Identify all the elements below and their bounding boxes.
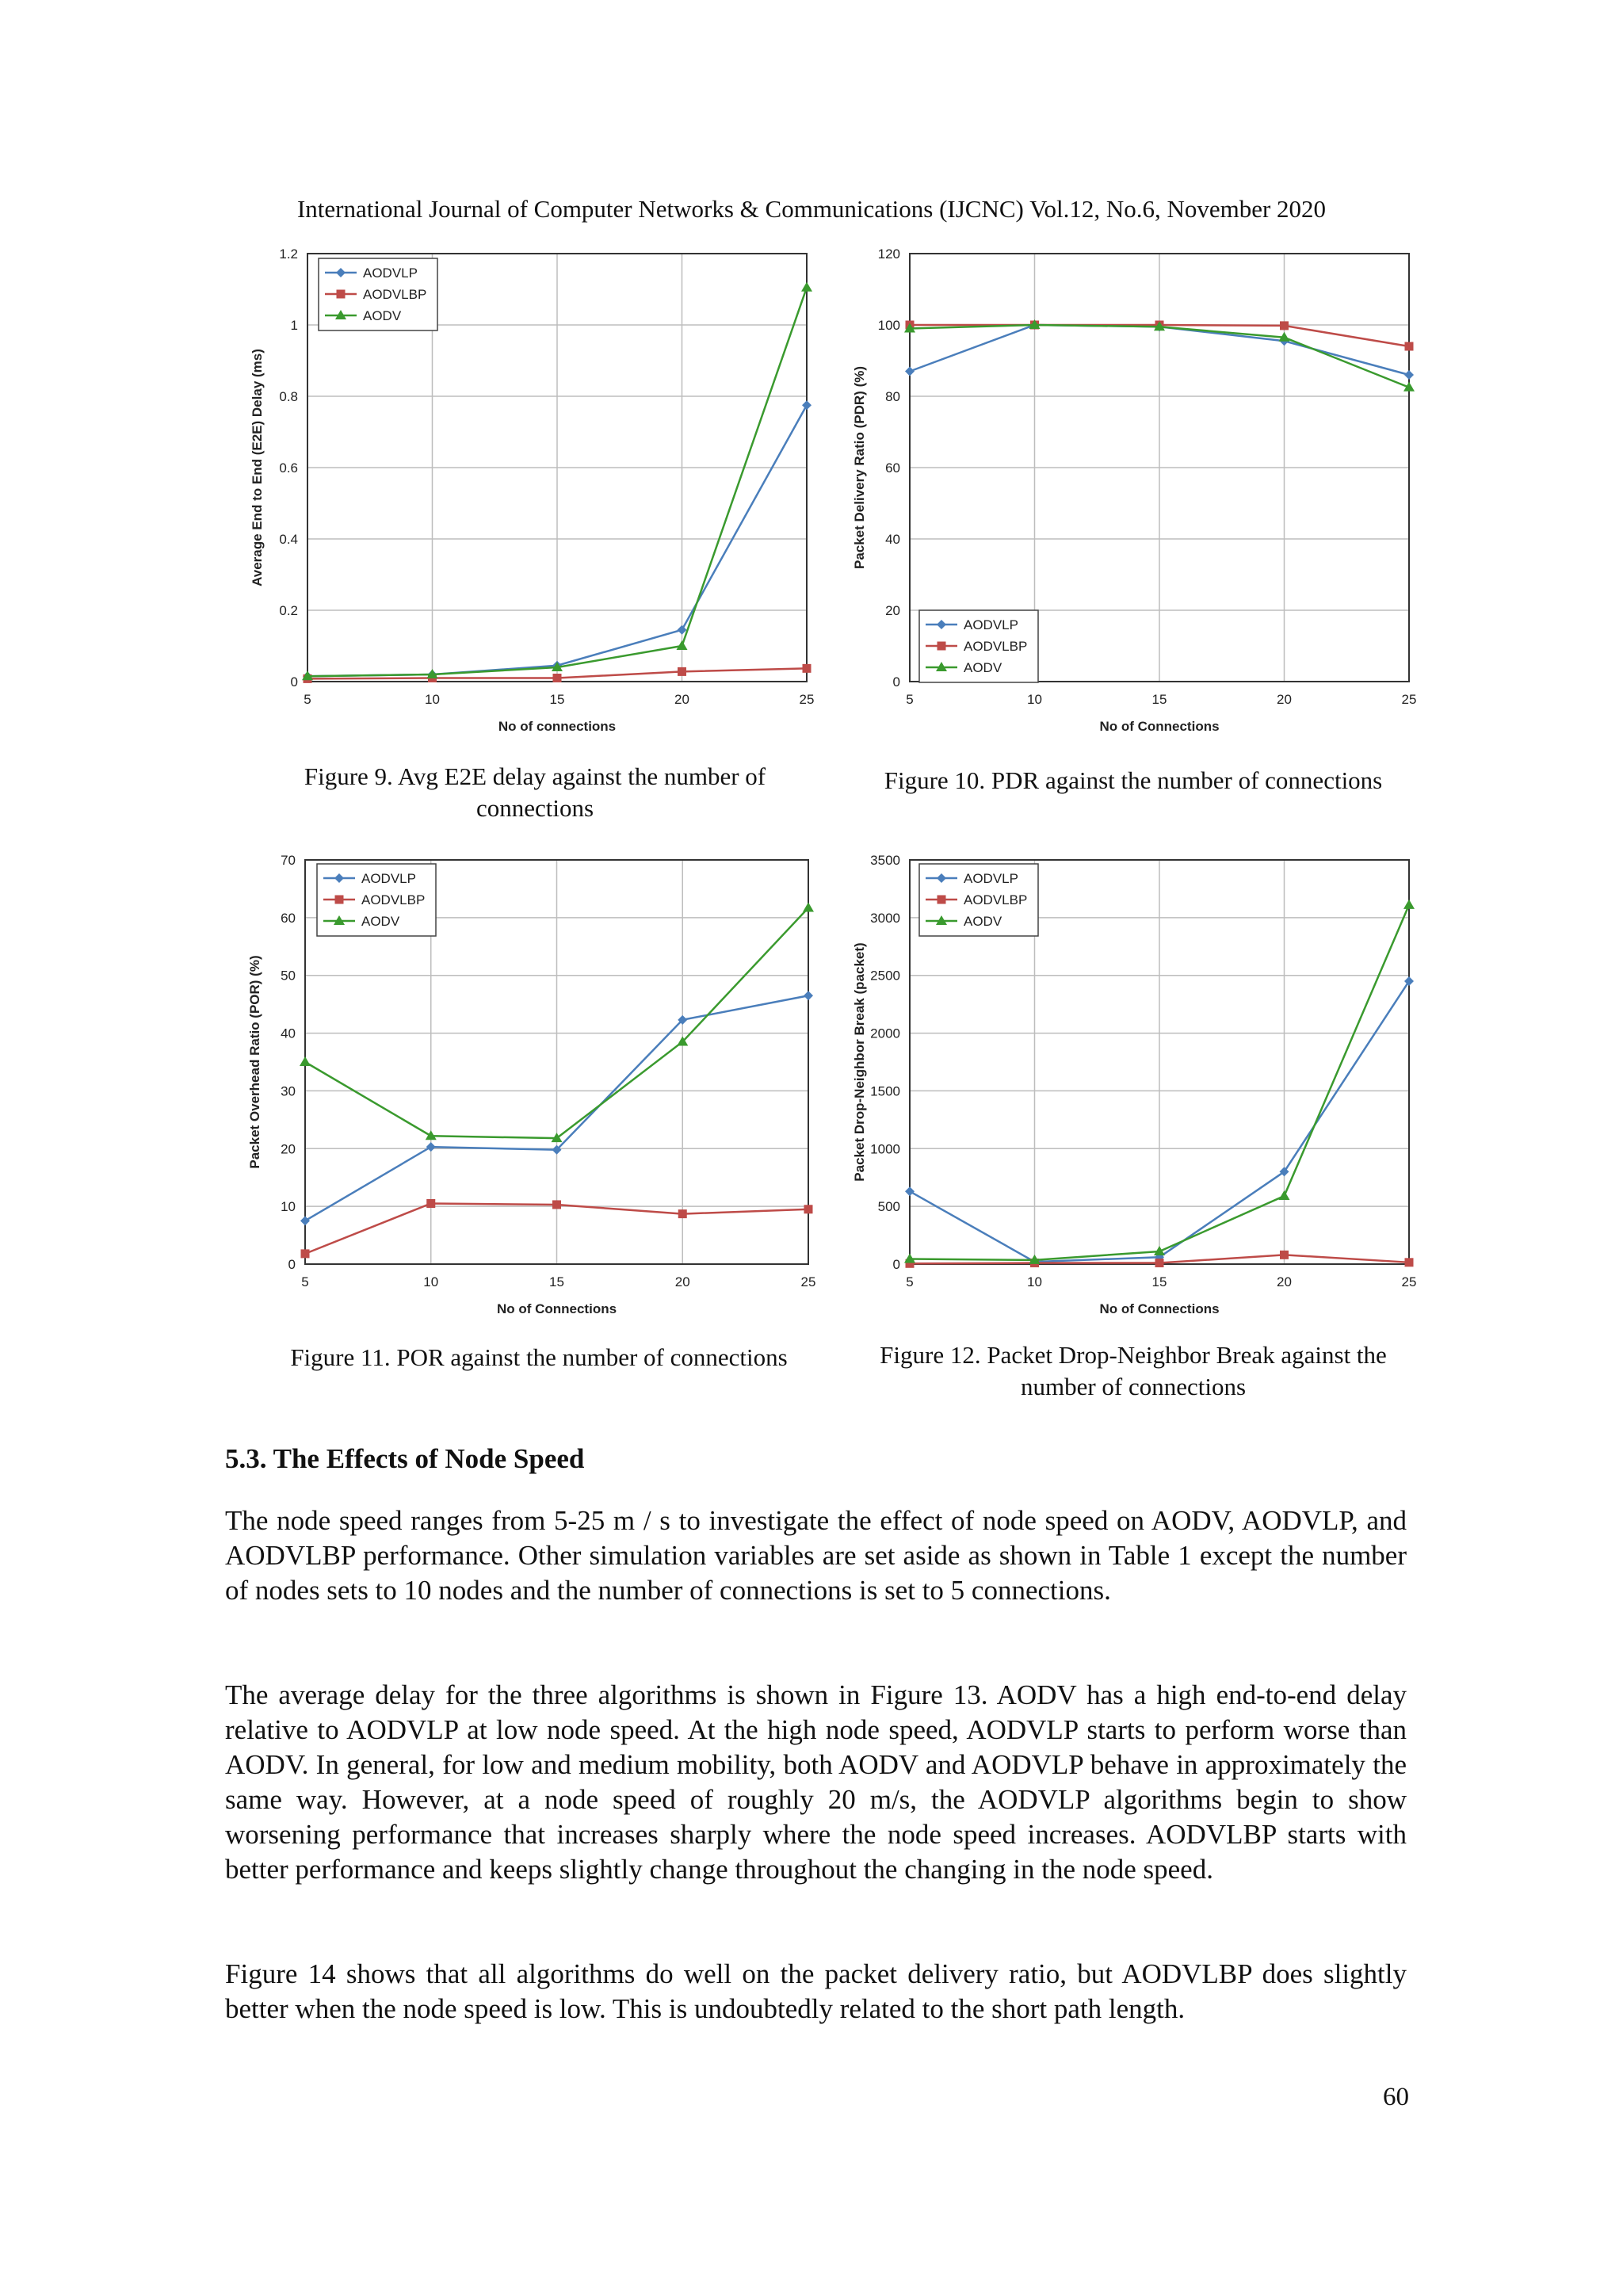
y-tick-label: 0 <box>892 1257 900 1272</box>
legend-label: AODVLBP <box>964 639 1028 654</box>
y-tick-label: 100 <box>877 318 900 333</box>
figure-12-chart <box>831 852 1425 1328</box>
data-point-aodvlbp <box>678 667 686 676</box>
x-tick-label: 5 <box>906 692 914 707</box>
x-axis-label: No of Connections <box>1099 719 1220 734</box>
x-tick-label: 25 <box>1401 1274 1417 1289</box>
y-tick-label: 30 <box>281 1083 296 1099</box>
y-tick-label: 2000 <box>870 1026 900 1041</box>
legend-label: AODVLBP <box>964 892 1028 907</box>
figure-9-caption: Figure 9. Avg E2E delay against the number of connections <box>304 762 766 822</box>
legend-label: AODVLBP <box>361 892 426 907</box>
figure-9-chart <box>238 246 832 753</box>
y-tick-label: 2500 <box>870 968 900 984</box>
y-tick-label: 1.2 <box>279 246 298 262</box>
data-point-aodvlp <box>905 1186 915 1196</box>
x-tick-label: 25 <box>800 1274 816 1289</box>
data-point-aodv <box>300 1056 311 1066</box>
legend-marker <box>938 642 946 651</box>
data-point-aodvlbp <box>301 1249 310 1258</box>
legend-label: AODV <box>964 914 1002 929</box>
y-tick-label: 0.6 <box>279 460 298 476</box>
x-axis-label: No of Connections <box>496 1301 617 1316</box>
figure-10-chart <box>831 246 1425 753</box>
x-tick-label: 20 <box>674 1274 690 1289</box>
data-point-aodvlp <box>1404 370 1414 380</box>
legend-label: AODV <box>964 660 1002 675</box>
x-tick-label: 10 <box>1027 692 1042 707</box>
figure-12-svg <box>831 852 1425 1328</box>
data-point-aodvlbp <box>553 674 562 682</box>
x-tick-label: 15 <box>549 1274 564 1289</box>
data-point-aodvlbp <box>1405 342 1414 351</box>
legend-label: AODVLP <box>964 617 1018 632</box>
legend-label: AODVLP <box>964 871 1018 886</box>
figure-10-svg <box>831 246 1425 753</box>
data-point-aodv <box>803 902 814 911</box>
data-point-aodvlbp <box>552 1200 561 1209</box>
y-axis-label: Average End to End (E2E) Delay (ms) <box>250 349 265 586</box>
y-tick-label: 70 <box>281 853 296 868</box>
y-tick-label: 3000 <box>870 910 900 926</box>
x-tick-label: 10 <box>425 692 440 707</box>
figure-9-svg <box>238 246 832 753</box>
paragraph-2: The average delay for the three algorithms is shown in Figure 13. AODV has a high end-to-end delay relative to AODVLP at low node speed. At the high node speed, AODVLP starts to perform worse than AODV. In general, for low and medium mobility, both AODV and AODVLP behave in approximately the same way. However, at a node speed of roughly 20 m/s, the AODVLP algorithms begin to show worsening performance that increases sharply where the node speed increases. AODVLBP starts with better performance and keeps slightly change throughout the changing in the node speed. <box>225 1679 1407 1885</box>
y-tick-label: 1500 <box>870 1083 900 1099</box>
y-tick-label: 500 <box>877 1199 900 1215</box>
data-point-aodvlp <box>678 625 687 635</box>
legend-label: AODVLBP <box>363 287 427 302</box>
figure-10-caption: Figure 10. PDR against the number of connections <box>884 766 1383 794</box>
data-point-aodv <box>1403 900 1415 909</box>
y-tick-label: 0.8 <box>279 389 298 404</box>
x-tick-label: 25 <box>799 692 815 707</box>
y-tick-label: 10 <box>281 1199 296 1215</box>
data-point-aodvlbp <box>426 1199 435 1208</box>
x-tick-label: 15 <box>549 692 565 707</box>
figure-12-caption: Figure 12. Packet Drop-Neighbor Break against the number of connections <box>880 1341 1387 1400</box>
y-tick-label: 40 <box>885 532 900 547</box>
y-tick-label: 80 <box>885 389 900 404</box>
data-point-aodvlbp <box>1280 321 1289 330</box>
x-axis-label: No of Connections <box>1099 1301 1220 1316</box>
y-tick-label: 0 <box>892 674 900 690</box>
y-tick-label: 1 <box>290 318 298 333</box>
data-point-aodvlp <box>802 400 812 410</box>
x-tick-label: 5 <box>301 1274 309 1289</box>
y-tick-label: 3500 <box>870 853 900 868</box>
legend-label: AODV <box>361 914 400 929</box>
page-number: 60 <box>1383 2083 1409 2111</box>
x-axis-label: No of connections <box>498 719 617 734</box>
data-point-aodvlp <box>426 1142 436 1152</box>
data-point-aodvlp <box>804 991 813 1000</box>
y-tick-label: 20 <box>281 1141 296 1157</box>
data-point-aodvlbp <box>678 1209 687 1218</box>
legend-marker <box>938 896 946 904</box>
figure-11-svg <box>238 852 832 1328</box>
y-tick-label: 1000 <box>870 1141 900 1157</box>
y-tick-label: 60 <box>281 910 296 926</box>
y-tick-label: 0 <box>290 674 298 690</box>
x-tick-label: 10 <box>1027 1274 1042 1289</box>
data-point-aodvlp <box>905 367 915 376</box>
data-point-aodvlp <box>300 1216 310 1225</box>
data-point-aodvlbp <box>1280 1251 1289 1259</box>
data-point-aodv <box>801 282 812 292</box>
x-tick-label: 5 <box>304 692 311 707</box>
x-tick-label: 15 <box>1151 692 1167 707</box>
x-tick-label: 20 <box>1277 692 1292 707</box>
x-tick-label: 5 <box>906 1274 914 1289</box>
y-tick-label: 0.2 <box>279 603 298 618</box>
legend-marker <box>335 896 344 904</box>
data-point-aodvlbp <box>1155 1259 1164 1267</box>
journal-header: International Journal of Computer Networks & Communications (IJCNC) Vol.12, No.6, November 2020 <box>296 195 1327 223</box>
paragraph-1: The node speed ranges from 5-25 m / s to investigate the effect of node speed on AODV, AODVLP, and AODVLBP performance. Other simulation variables are set aside as shown in Table 1 except the number of nodes sets to 10 nodes and the number of connections is set to 5 connections. <box>225 1505 1407 1606</box>
data-point-aodv <box>1279 1190 1290 1200</box>
data-point-aodvlbp <box>803 664 812 673</box>
data-point-aodvlbp <box>804 1205 813 1213</box>
data-point-aodvlbp <box>1405 1258 1414 1266</box>
section-heading: 5.3. The Effects of Node Speed <box>225 1443 585 1474</box>
figure-11-caption: Figure 11. POR against the number of connections <box>290 1343 788 1371</box>
y-tick-label: 60 <box>885 460 900 476</box>
y-tick-label: 50 <box>281 968 296 984</box>
data-point-aodv <box>677 640 688 650</box>
y-tick-label: 20 <box>885 603 900 618</box>
x-tick-label: 10 <box>423 1274 439 1289</box>
x-tick-label: 20 <box>674 692 689 707</box>
y-axis-label: Packet Drop-Neighbor Break (packet) <box>852 942 867 1182</box>
y-axis-label: Packet Delivery Ratio (PDR) (%) <box>852 365 867 570</box>
y-tick-label: 0.4 <box>279 532 298 547</box>
legend-label: AODVLP <box>361 871 416 886</box>
figure-11-chart <box>238 852 832 1328</box>
x-tick-label: 15 <box>1151 1274 1167 1289</box>
x-tick-label: 25 <box>1401 692 1417 707</box>
y-tick-label: 120 <box>877 246 900 262</box>
y-axis-label: Packet Overhead Ratio (POR) (%) <box>247 955 262 1169</box>
legend-marker <box>337 290 346 299</box>
y-tick-label: 40 <box>281 1026 296 1041</box>
paragraph-3: Figure 14 shows that all algorithms do well on the packet delivery ratio, but AODVLBP does slightly better when the node speed is low. This is undoubtedly related to the short path length. <box>225 1958 1407 2024</box>
legend-label: AODVLP <box>363 266 418 281</box>
legend-label: AODV <box>363 308 402 323</box>
y-tick-label: 0 <box>288 1257 296 1272</box>
x-tick-label: 20 <box>1277 1274 1292 1289</box>
